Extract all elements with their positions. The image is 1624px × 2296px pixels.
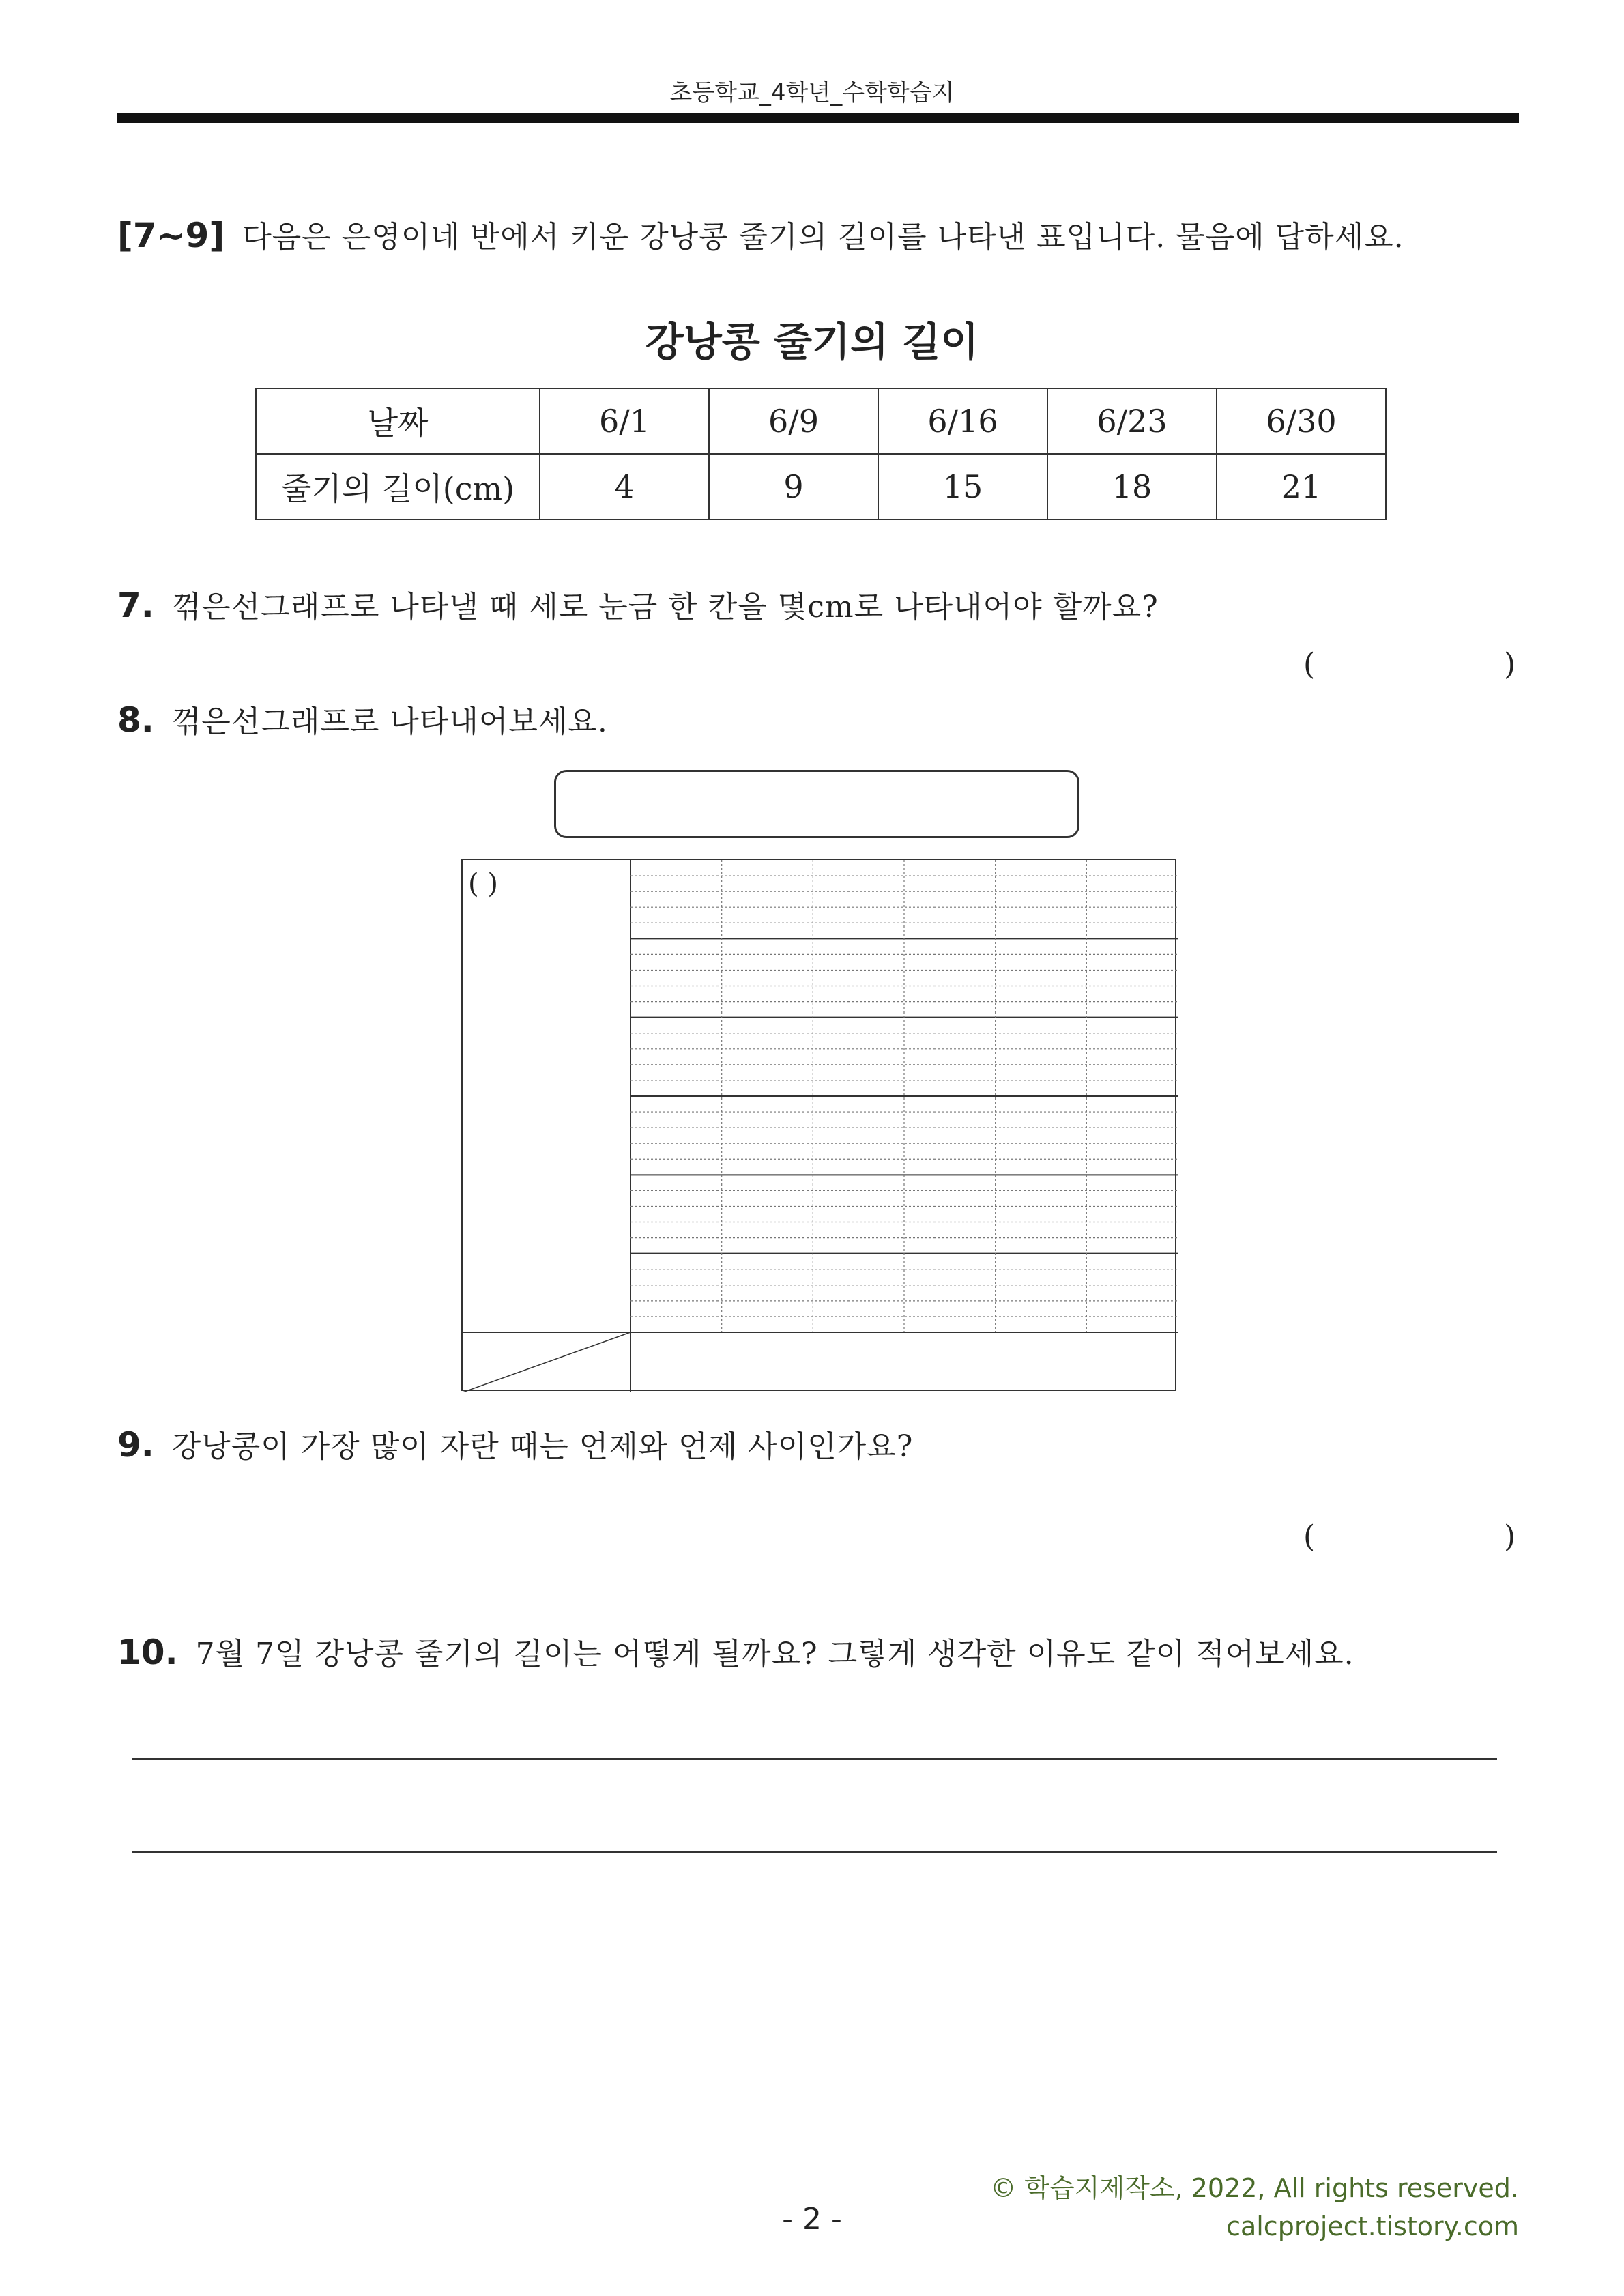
graph-unit-label: ( ) xyxy=(468,868,498,900)
table-cell-date: 6/30 xyxy=(1217,388,1386,454)
copyright-text: © 학습지제작소, 2022, All rights reserved. xyxy=(990,2173,1519,2203)
question-9-number: 9. xyxy=(117,1425,154,1465)
q10-answer-line-2[interactable] xyxy=(132,1851,1497,1853)
site-url: calcproject.tistory.com xyxy=(1226,2211,1519,2241)
question-8-number: 8. xyxy=(117,700,154,740)
question-10-number: 10. xyxy=(117,1633,178,1672)
question-9 xyxy=(117,1425,914,1465)
line-graph-grid[interactable] xyxy=(461,859,1176,1391)
page-number: - 2 - xyxy=(782,2202,842,2237)
question-7 xyxy=(117,586,1159,625)
copyright-notice xyxy=(990,2169,1519,2245)
intro-number: [7~9] xyxy=(117,216,225,255)
q7-answer-field[interactable] xyxy=(1324,642,1494,683)
q9-answer-field[interactable] xyxy=(1324,1514,1494,1555)
intro-text: 다음은 은영이네 반에서 키운 강낭콩 줄기의 길이를 나타낸 표입니다. 물음에 답하세요. xyxy=(242,220,1404,255)
question-8 xyxy=(117,700,608,740)
table-cell-length: 4 xyxy=(540,454,709,519)
table-row-dates xyxy=(256,388,1386,454)
graph-title-input-box[interactable] xyxy=(554,770,1079,838)
table-header-date: 날짜 xyxy=(256,388,540,454)
question-10-text: 7월 7일 강낭콩 줄기의 길이는 어떻게 될까요? 그렇게 생각한 이유도 같이 적어보세요. xyxy=(195,1637,1354,1671)
page-header-title: 초등학교_4학년_수학학습지 xyxy=(669,79,955,106)
question-7-text: 꺾은선그래프로 나타낼 때 세로 눈금 한 칸을 몇cm로 나타내어야 할까요? xyxy=(171,590,1159,625)
table-cell-date: 6/23 xyxy=(1047,388,1217,454)
question-8-text: 꺾은선그래프로 나타내어보세요. xyxy=(171,704,608,739)
question-9-text: 강낭콩이 가장 많이 자란 때는 언제와 언제 사이인가요? xyxy=(171,1429,914,1464)
graph-grid-lines xyxy=(463,860,1178,1392)
question-7-number: 7. xyxy=(117,586,154,625)
table-cell-length: 9 xyxy=(709,454,878,519)
header-divider xyxy=(117,113,1519,123)
table-cell-date: 6/1 xyxy=(540,388,709,454)
q9-answer-paren-open: ( xyxy=(1303,1519,1316,1554)
data-table xyxy=(255,388,1387,520)
table-row-lengths xyxy=(256,454,1386,519)
table-cell-length: 15 xyxy=(878,454,1047,519)
table-cell-date: 6/9 xyxy=(709,388,878,454)
table-title: 강낭콩 줄기의 길이 xyxy=(645,319,979,365)
question-10 xyxy=(117,1633,1354,1672)
table-header-length: 줄기의 길이(cm) xyxy=(256,454,540,519)
intro-instruction xyxy=(117,218,1404,253)
table-cell-length: 21 xyxy=(1217,454,1386,519)
q7-answer-paren-open: ( xyxy=(1303,647,1316,682)
q10-answer-line-1[interactable] xyxy=(132,1758,1497,1760)
table-cell-date: 6/16 xyxy=(878,388,1047,454)
table-cell-length: 18 xyxy=(1047,454,1217,519)
q9-answer-paren-close: ) xyxy=(1504,1519,1516,1554)
q7-answer-paren-close: ) xyxy=(1504,647,1516,682)
grid-corner-diagonal xyxy=(463,1332,630,1392)
